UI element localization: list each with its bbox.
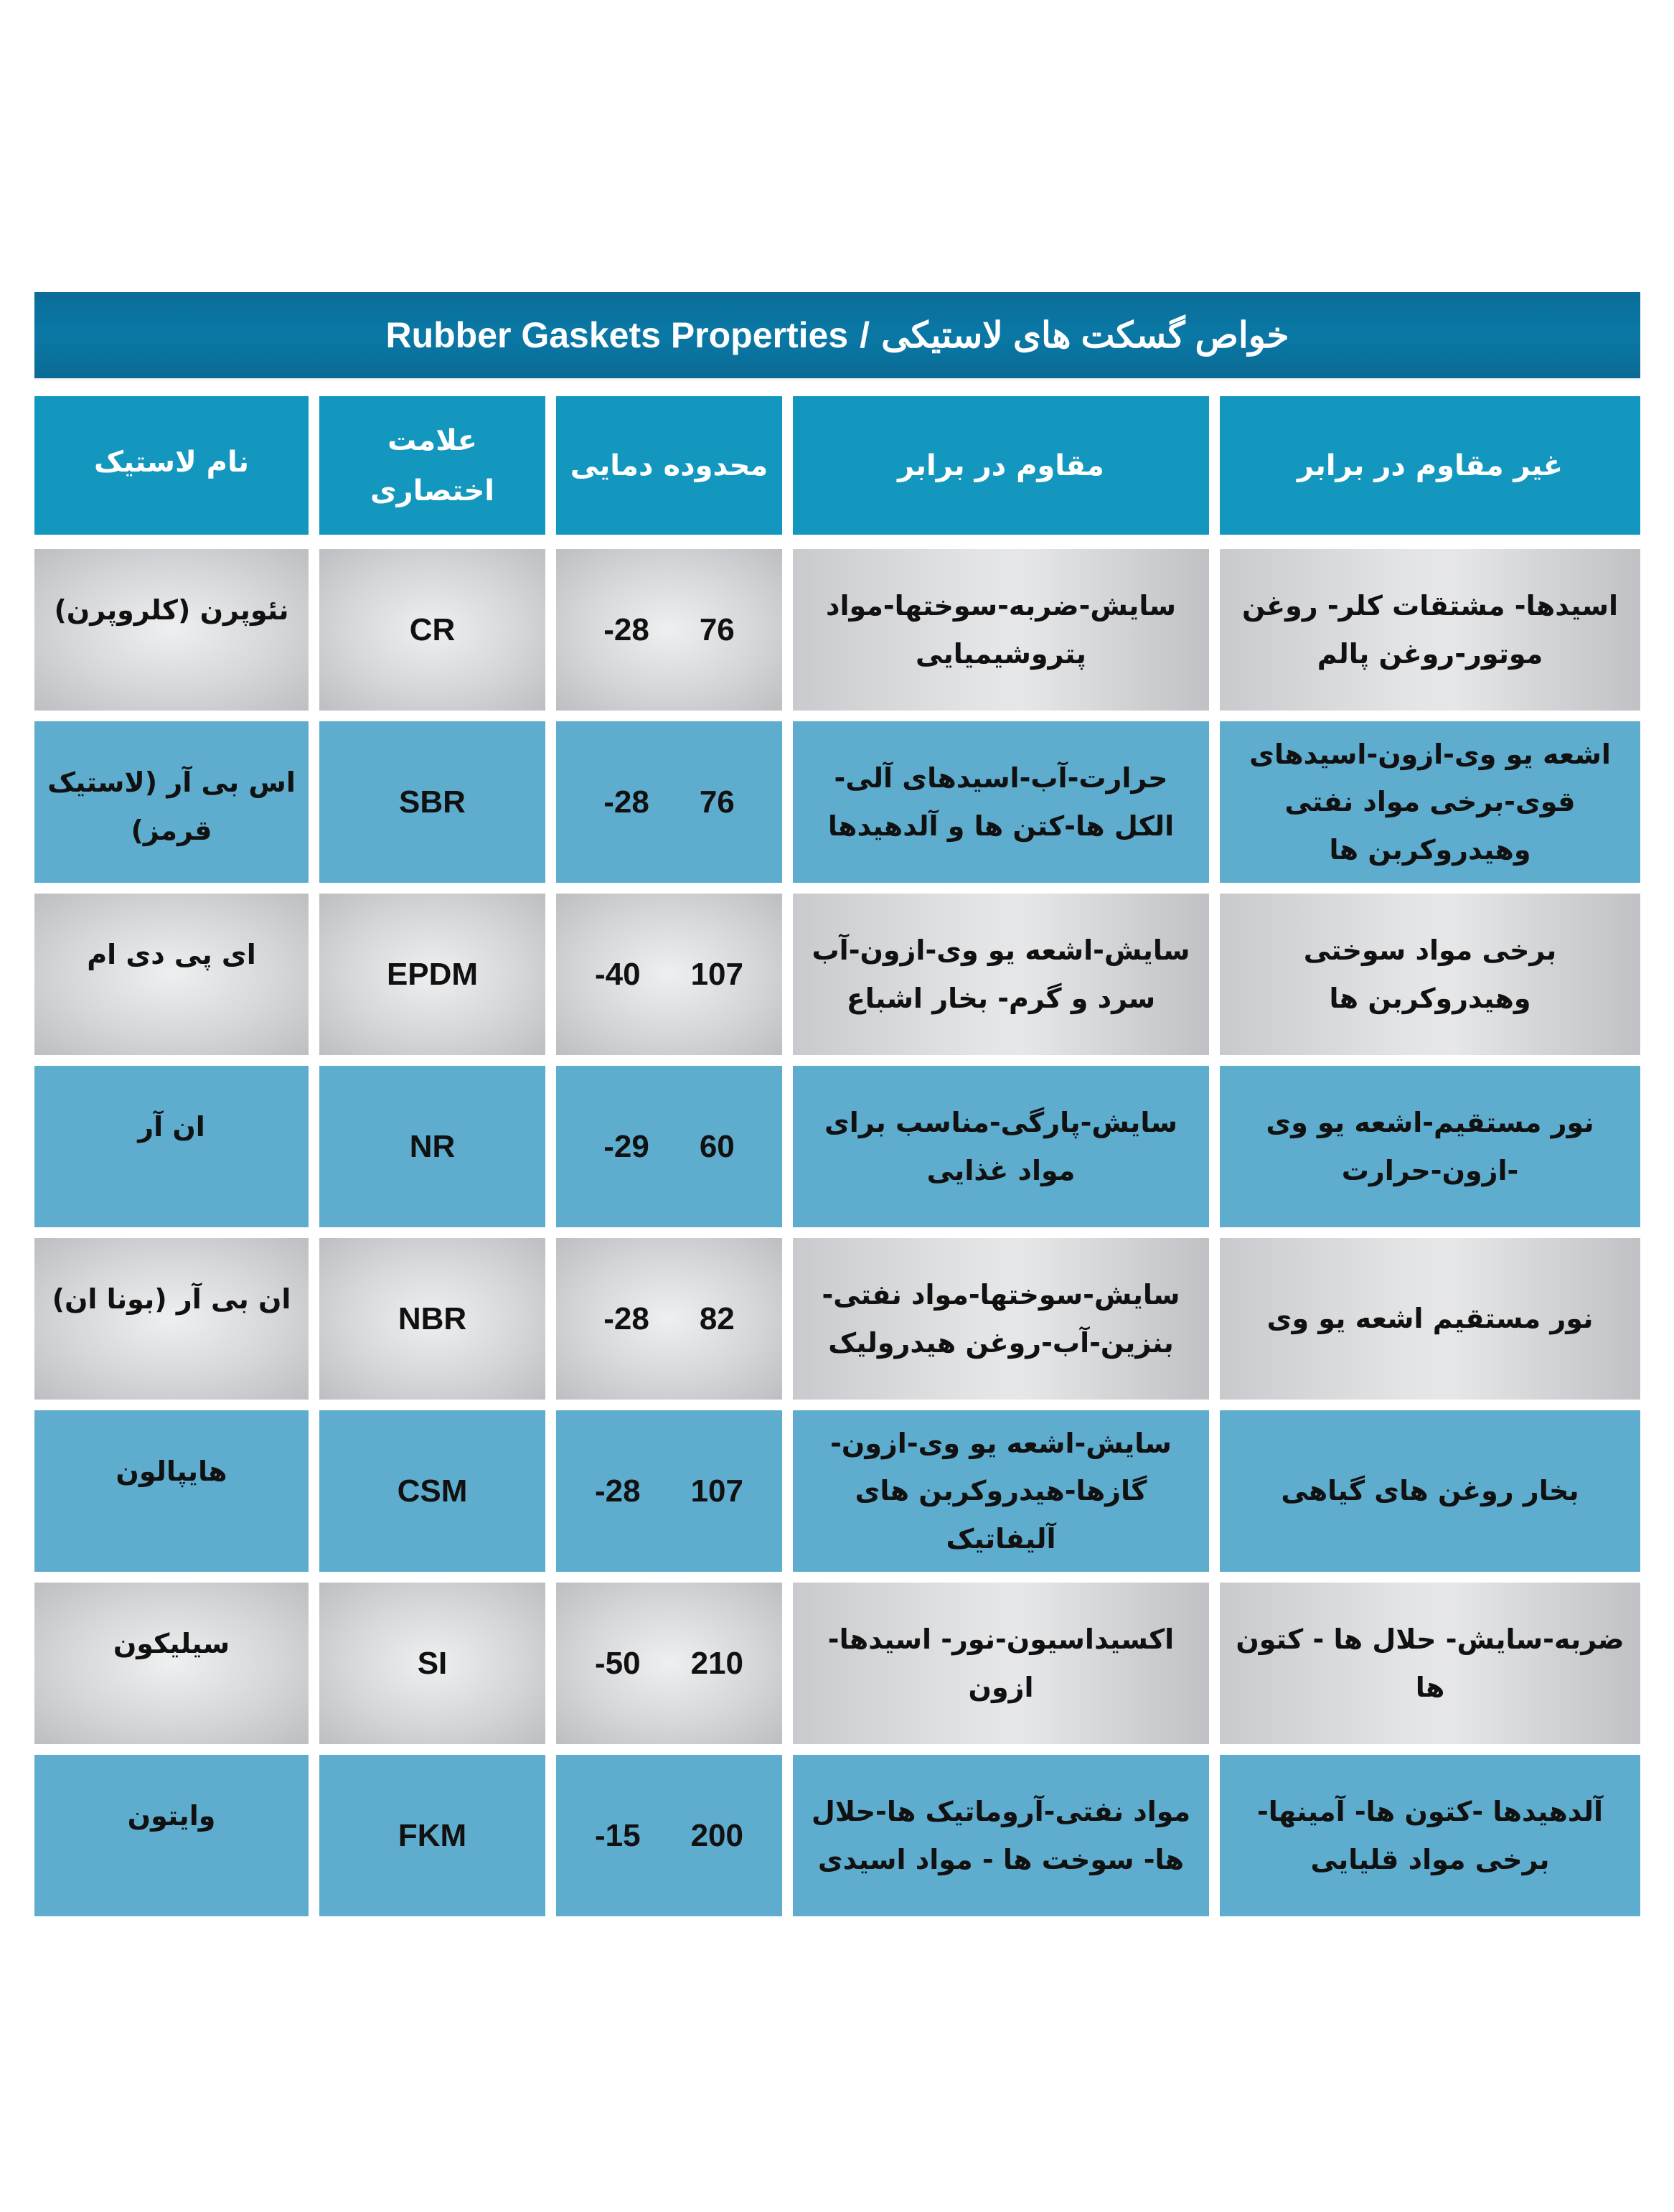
cell-resistant-to: حرارت-آب-اسیدهای آلی- الکل ها-کتن ها و آلدهیدها	[793, 721, 1209, 883]
temperature-values	[603, 612, 735, 648]
header-temperature-range: محدوده دمایی	[556, 396, 782, 535]
cell-rubber-name: ای پی دی ام	[34, 894, 309, 1055]
cell-non-resistant-to: اسیدها- مشتقات کلر- روغن موتور-روغن پالم	[1220, 549, 1640, 711]
cell-rubber-name: وایتون	[34, 1755, 309, 1916]
abbreviation-text: CSM	[397, 1473, 468, 1509]
cell-temperature-range	[556, 1755, 782, 1916]
temp-max: 60	[699, 1128, 735, 1164]
temp-max: 210	[690, 1645, 743, 1681]
temp-max: 107	[690, 1473, 743, 1509]
temp-min: -28	[603, 611, 649, 647]
table-row	[34, 1410, 1640, 1572]
cell-temperature-range	[556, 894, 782, 1055]
temp-min: -28	[603, 784, 649, 820]
temp-max: 200	[690, 1817, 743, 1853]
temp-min: -50	[594, 1645, 641, 1681]
abbreviation-text: FKM	[398, 1817, 467, 1853]
cell-abbreviation	[319, 894, 545, 1055]
cell-rubber-name: سیلیکون	[34, 1583, 309, 1744]
temperature-values	[603, 784, 735, 820]
abbreviation-text: EPDM	[386, 956, 479, 992]
cell-abbreviation	[319, 1238, 545, 1400]
temp-min: -28	[603, 1301, 649, 1336]
title-separator: /	[860, 315, 870, 355]
temp-max: 76	[699, 611, 735, 647]
table-row	[34, 549, 1640, 711]
temp-min: -28	[594, 1473, 641, 1509]
cell-resistant-to: اکسیداسیون-نور- اسیدها-ازون	[793, 1583, 1209, 1744]
cell-resistant-to: سایش-اشعه یو وی-ازون- گازها-هیدروکربن های آلیفاتیک	[793, 1410, 1209, 1572]
cell-non-resistant-to: آلدهیدها -کتون ها- آمینها- برخی مواد قلیایی	[1220, 1755, 1640, 1916]
cell-non-resistant-to: نور مستقیم-اشعه یو وی -ازون-حرارت	[1220, 1066, 1640, 1227]
table-row	[34, 894, 1640, 1055]
cell-temperature-range	[556, 549, 782, 711]
header-rubber-name: نام لاستیک	[34, 396, 309, 535]
cell-temperature-range	[556, 1410, 782, 1572]
cell-rubber-name: ان بی آر (بونا ان)	[34, 1238, 309, 1400]
temperature-values	[595, 1473, 743, 1509]
cell-abbreviation	[319, 1755, 545, 1916]
abbreviation-text: SBR	[399, 784, 466, 820]
header-non-resistant-to: غیر مقاوم در برابر	[1220, 396, 1640, 535]
table-row	[34, 1066, 1640, 1227]
temp-min: -15	[594, 1817, 641, 1853]
cell-abbreviation	[319, 1410, 545, 1572]
cell-non-resistant-to: نور مستقیم اشعه یو وی	[1220, 1238, 1640, 1400]
table-row	[34, 1238, 1640, 1400]
title-en: Rubber Gaskets Properties	[385, 315, 849, 355]
table-row	[34, 1583, 1640, 1744]
abbreviation-text: NBR	[398, 1301, 467, 1336]
title-fa: خواص گسکت های لاستیکی	[881, 315, 1289, 355]
temperature-values	[603, 1129, 735, 1165]
header-resistant-to: مقاوم در برابر	[793, 396, 1209, 535]
cell-temperature-range	[556, 1066, 782, 1227]
cell-non-resistant-to: بخار روغن های گیاهی	[1220, 1410, 1640, 1572]
cell-abbreviation	[319, 549, 545, 711]
temp-min: -40	[594, 956, 641, 992]
temperature-values	[595, 957, 743, 993]
cell-resistant-to: سایش-سوختها-مواد نفتی- بنزین-آب-روغن هیدرولیک	[793, 1238, 1209, 1400]
table-title-bar	[34, 292, 1640, 378]
cell-non-resistant-to: اشعه یو وی-ازون-اسیدهای قوی-برخی مواد نفتی وهیدروکربن ها	[1220, 721, 1640, 883]
abbreviation-text: CR	[409, 611, 456, 647]
cell-resistant-to: مواد نفتی-آروماتیک ها-حلال ها- سوخت ها - مواد اسیدی	[793, 1755, 1209, 1916]
cell-temperature-range	[556, 1583, 782, 1744]
temperature-values	[595, 1818, 743, 1854]
temp-max: 82	[699, 1301, 735, 1336]
temperature-values	[603, 1301, 735, 1337]
table-header-row	[34, 396, 1640, 535]
cell-non-resistant-to: برخی مواد سوختی وهیدروکربن ها	[1220, 894, 1640, 1055]
cell-rubber-name: ان آر	[34, 1066, 309, 1227]
cell-rubber-name: اس بی آر (لاستیک قرمز)	[34, 721, 309, 883]
cell-abbreviation	[319, 721, 545, 883]
cell-resistant-to: سایش-پارگی-مناسب برای مواد غذایی	[793, 1066, 1209, 1227]
cell-rubber-name: هایپالون	[34, 1410, 309, 1572]
table-row	[34, 721, 1640, 883]
cell-resistant-to: سایش-اشعه یو وی-ازون-آب سرد و گرم- بخار اشباع	[793, 894, 1209, 1055]
abbreviation-text: SI	[417, 1645, 448, 1681]
cell-resistant-to: سایش-ضربه-سوختها-مواد پتروشیمیایی	[793, 549, 1209, 711]
cell-rubber-name: نئوپرن (کلروپرن)	[34, 549, 309, 711]
table-row	[34, 1755, 1640, 1916]
cell-abbreviation	[319, 1583, 545, 1744]
temp-min: -29	[603, 1128, 649, 1164]
cell-temperature-range	[556, 721, 782, 883]
abbreviation-text: NR	[409, 1128, 456, 1164]
cell-non-resistant-to: ضربه-سایش- حلال ها - کتون ها	[1220, 1583, 1640, 1744]
cell-temperature-range	[556, 1238, 782, 1400]
temp-max: 76	[699, 784, 735, 820]
temp-max: 107	[690, 956, 743, 992]
temperature-values	[595, 1646, 743, 1682]
cell-abbreviation	[319, 1066, 545, 1227]
header-abbreviation: علامت اختصاری	[319, 396, 545, 535]
